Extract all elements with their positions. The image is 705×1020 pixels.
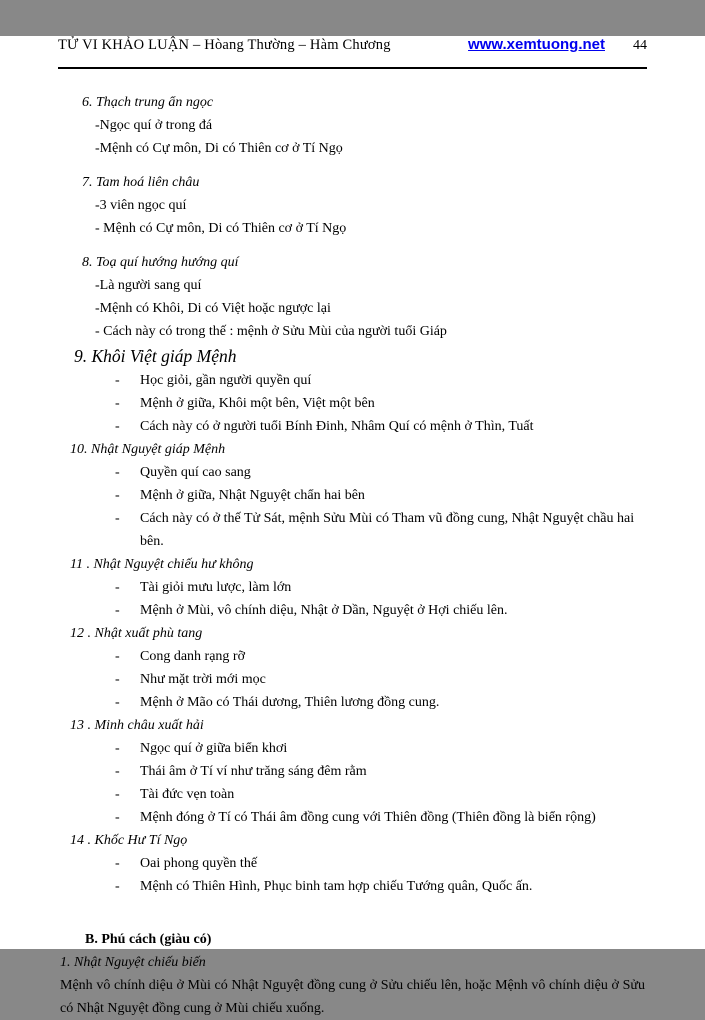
list-item xyxy=(60,852,645,875)
document-title: TỬ VI KHẢO LUẬN – Hòang Thường – Hàm Chương xyxy=(58,37,391,53)
subsection-paragraph: Mệnh vô chính diệu ở Mùi có Nhật Nguyệt đồng cung ở Sửu chiếu lên, hoặc Mệnh vô chính diệu ở Sửu có Nhật Nguyệt đồng cung ở Mùi chiếu xuống. xyxy=(60,978,645,1016)
subsection-b-heading: B. Phú cách (giàu có) xyxy=(85,932,212,947)
section xyxy=(60,438,645,553)
item-text: Học giỏi, gần người quyền quí xyxy=(140,373,312,388)
document-body xyxy=(60,91,645,1020)
section-heading: 7. Tam hoá liên châu xyxy=(82,175,200,190)
section-heading: 11 . Nhật Nguyệt chiếu hư không xyxy=(70,557,254,572)
list-item xyxy=(60,645,645,668)
item-text: Mệnh ở Mão có Thái dương, Thiên lương đồng cung. xyxy=(140,695,440,710)
item-text: Oai phong quyền thế xyxy=(140,856,258,871)
dash-bullet: - xyxy=(115,603,120,618)
list-item xyxy=(60,576,645,599)
dash-bullet: - xyxy=(115,373,120,388)
item-text: Cách này có ở thế Tử Sát, mệnh Sửu Mùi có Tham vũ đồng cung, Nhật Nguyệt chầu hai bên. xyxy=(140,511,635,549)
list-item xyxy=(60,392,645,415)
dash-bullet: - xyxy=(115,511,120,526)
item-text: Mệnh đóng ở Tí có Thái âm đồng cung với Thiên đồng (Thiên đồng là biển rộng) xyxy=(140,810,596,825)
item-text: Cách này có ở người tuổi Bính Đinh, Nhâm Quí có mệnh ở Thìn, Tuất xyxy=(140,419,534,434)
dash-bullet: - xyxy=(115,856,120,871)
list-item xyxy=(60,875,645,898)
list-item xyxy=(60,415,645,438)
list-item: -Ngọc quí ở trong đá xyxy=(95,118,213,133)
section-heading: 10. Nhật Nguyệt giáp Mệnh xyxy=(70,442,226,457)
dash-bullet: - xyxy=(115,580,120,595)
section xyxy=(60,343,645,438)
section xyxy=(60,553,645,622)
item-text: Mệnh có Thiên Hình, Phục binh tam hợp chiếu Tướng quân, Quốc ấn. xyxy=(140,879,533,894)
list-item: -3 viên ngọc quí xyxy=(95,198,187,213)
section-heading: 9. Khôi Việt giáp Mệnh xyxy=(74,346,237,366)
list-item xyxy=(60,737,645,760)
section xyxy=(60,171,645,240)
item-text: Mệnh ở giữa, Khôi một bên, Việt một bên xyxy=(140,396,375,411)
list-item xyxy=(60,806,645,829)
list-item xyxy=(60,484,645,507)
dash-bullet: - xyxy=(115,672,120,687)
list-item xyxy=(60,507,645,553)
item-text: Ngọc quí ở giữa biển khơi xyxy=(140,741,288,756)
section xyxy=(60,251,645,343)
document-page xyxy=(0,36,705,1016)
item-text: Như mặt trời mới mọc xyxy=(140,672,266,687)
dash-bullet: - xyxy=(115,488,120,503)
sections-list xyxy=(60,91,645,898)
subsection-1-heading: 1. Nhật Nguyệt chiếu biến xyxy=(60,955,206,970)
dash-bullet: - xyxy=(115,649,120,664)
item-text: Thái âm ở Tí ví như trăng sáng đêm rằm xyxy=(140,764,367,779)
section xyxy=(60,91,645,160)
item-text: Tài giỏi mưu lược, làm lớn xyxy=(140,580,292,595)
list-item xyxy=(60,461,645,484)
list-item: -Mệnh có Cự môn, Di có Thiên cơ ở Tí Ngọ xyxy=(95,141,343,156)
list-item: -Là người sang quí xyxy=(95,278,202,293)
list-item: - Mệnh có Cự môn, Di có Thiên cơ ở Tí Ngọ xyxy=(95,221,347,236)
section-heading: 6. Thạch trung ẩn ngọc xyxy=(82,95,214,110)
dash-bullet: - xyxy=(115,879,120,894)
subsection-b xyxy=(60,928,645,1020)
section-heading: 8. Toạ quí hướng hướng quí xyxy=(82,255,239,270)
section-heading: 12 . Nhật xuất phù tang xyxy=(70,626,203,641)
dash-bullet: - xyxy=(115,810,120,825)
website-link[interactable]: www.xemtuong.net xyxy=(468,36,605,53)
item-text: Quyền quí cao sang xyxy=(140,465,251,480)
section-heading: 13 . Minh châu xuất hải xyxy=(70,718,204,733)
item-text: Tài đức vẹn toàn xyxy=(140,787,235,802)
page-header xyxy=(58,36,647,69)
item-text: Mệnh ở Mùi, vô chính diệu, Nhật ở Dần, Nguyệt ở Hợi chiếu lên. xyxy=(140,603,508,618)
list-item xyxy=(60,599,645,622)
list-item xyxy=(60,668,645,691)
list-item: -Mệnh có Khôi, Di có Việt hoặc ngược lại xyxy=(95,301,331,316)
dash-bullet: - xyxy=(115,396,120,411)
section-heading: 14 . Khốc Hư Tí Ngọ xyxy=(70,833,188,848)
list-item xyxy=(60,691,645,714)
list-item xyxy=(60,760,645,783)
section xyxy=(60,622,645,714)
page-number: 44 xyxy=(633,38,647,53)
dash-bullet: - xyxy=(115,764,120,779)
dash-bullet: - xyxy=(115,787,120,802)
dash-bullet: - xyxy=(115,465,120,480)
dash-bullet: - xyxy=(115,419,120,434)
section xyxy=(60,714,645,829)
list-item xyxy=(60,783,645,806)
list-item xyxy=(60,369,645,392)
dash-bullet: - xyxy=(115,695,120,710)
dash-bullet: - xyxy=(115,741,120,756)
section xyxy=(60,829,645,898)
item-text: Cong danh rạng rỡ xyxy=(140,649,245,664)
list-item: - Cách này có trong thế : mệnh ở Sửu Mùi của người tuổi Giáp xyxy=(95,324,447,339)
item-text: Mệnh ở giữa, Nhật Nguyệt chẩn hai bên xyxy=(140,488,365,503)
